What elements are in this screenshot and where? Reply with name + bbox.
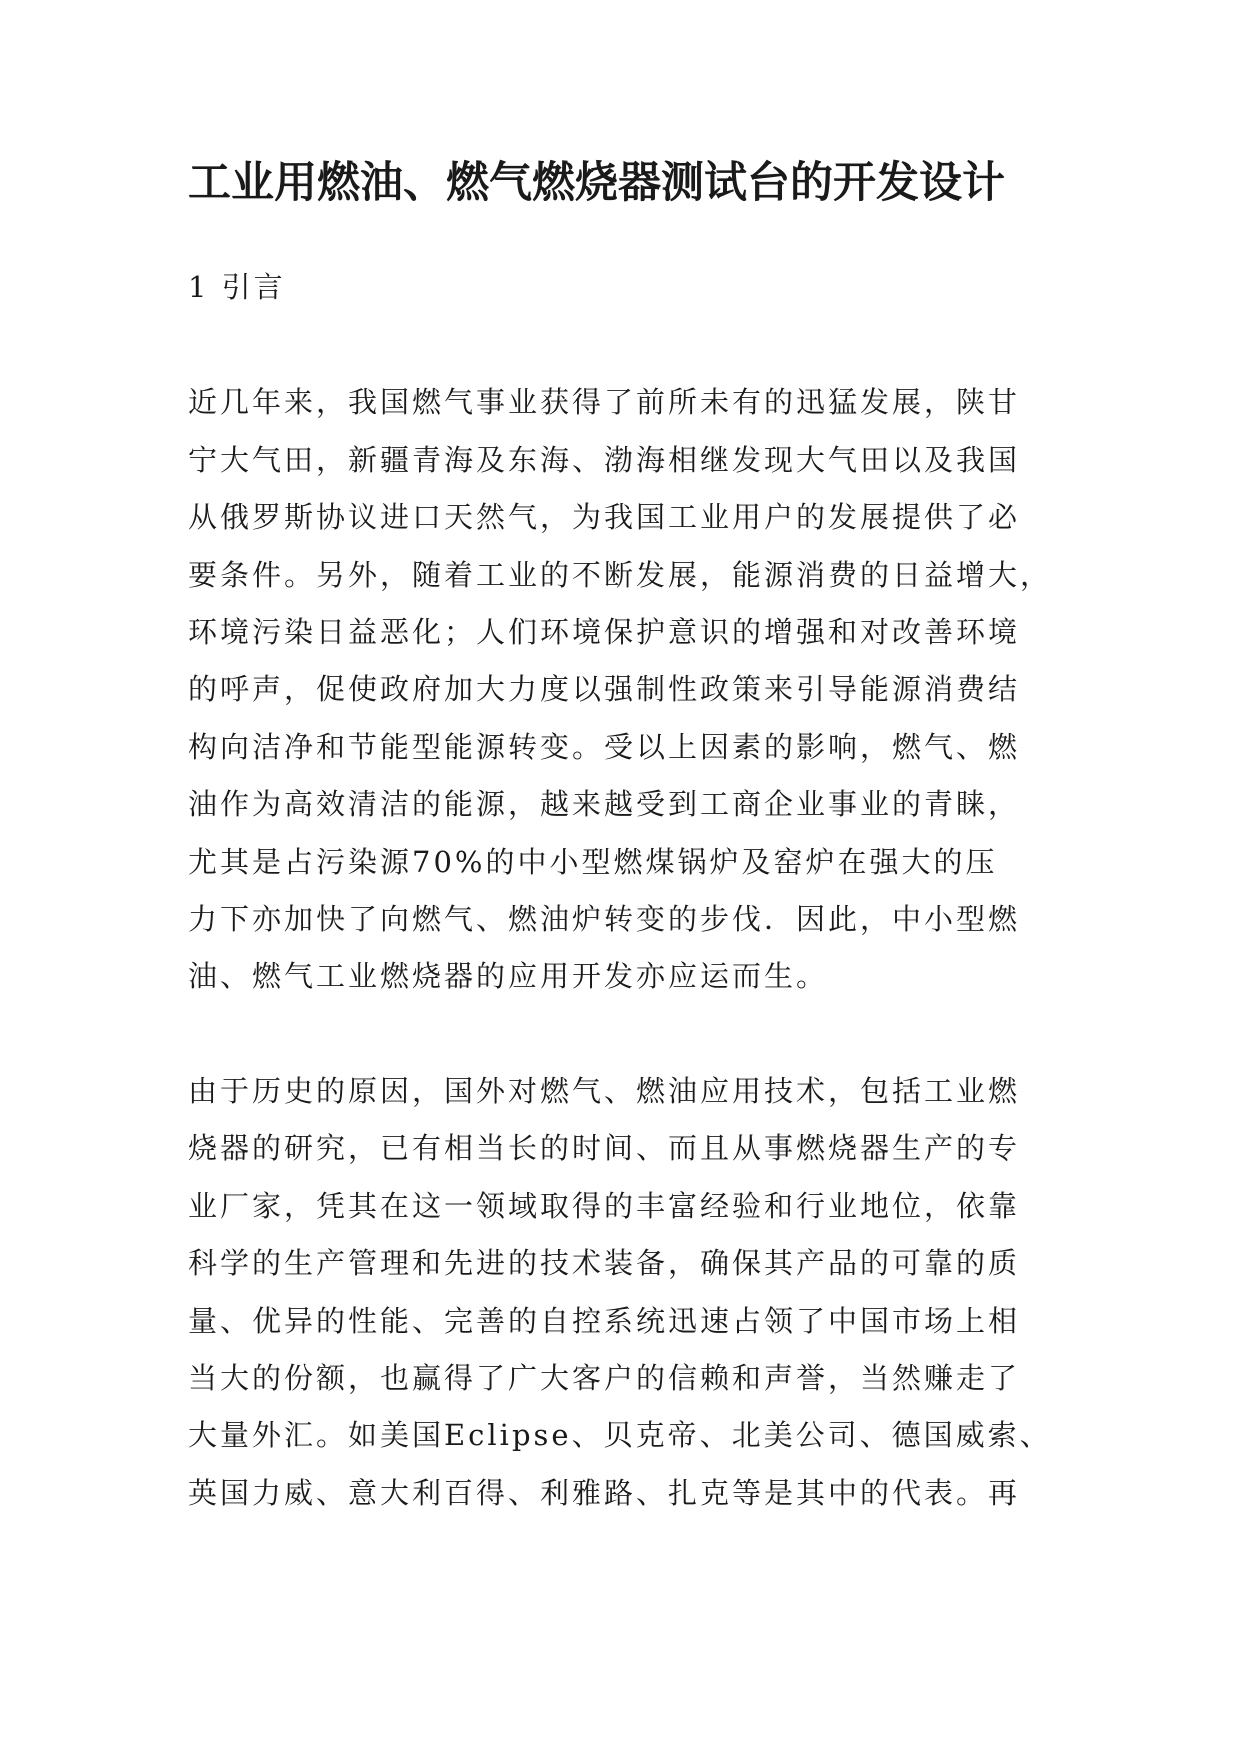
paragraph-line: 油、燃气工业燃烧器的应用开发亦应运而生。 [188,959,829,994]
paragraph-line: 的呼声，促使政府加大力度以强制性政策来引导能源消费结 [188,672,1021,707]
paragraph-line: 烧器的研究，已有相当长的时间、而且从事燃烧器生产的专 [188,1131,1021,1166]
document-body [188,259,1063,1579]
paragraph-line: 油作为高效清洁的能源，越来越受到工商企业事业的青睐， [188,787,1021,822]
paragraph-line: 近几年来，我国燃气事业获得了前所未有的迅猛发展，陕甘 [188,385,1021,420]
paragraph-line: 宁大气田，新疆青海及东海、渤海相继发现大气田以及我国 [188,442,1021,477]
paragraph-line: 英国力威、意大利百得、利雅路、扎克等是其中的代表。再 [188,1475,1021,1510]
paragraph-line: 构向洁净和节能型能源转变。受以上因素的影响，燃气、燃 [188,729,1021,764]
paragraph-line: 科学的生产管理和先进的技术装备，确保其产品的可靠的质 [188,1246,1021,1281]
paragraph-1 [188,374,1063,1005]
paragraph-line: 大量外汇。如美国Eclipse、贝克帝、北美公司、德国威索、 [188,1418,1052,1453]
paragraph-line: 尤其是占污染源70%的中小型燃煤锅炉及窑炉在强大的压 [188,844,998,879]
section-heading: 1 引言 [188,270,286,304]
paragraph-line: 力下亦加快了向燃气、燃油炉转变的步伐．因此，中小型燃 [188,902,1021,937]
paragraph-line: 要条件。另外，随着工业的不断发展，能源消费的日益增大， [188,557,1053,592]
paragraph-line: 业厂家，凭其在这一领域取得的丰富经验和行业地位，依靠 [188,1188,1021,1223]
paragraph-line: 量、优异的性能、完善的自控系统迅速占领了中国市场上相 [188,1303,1021,1338]
paragraph-2 [188,1063,1063,1522]
document-title: 工业用燃油、燃气燃烧器测试台的开发设计 [188,158,1005,208]
paragraph-line: 由于历史的原因，国外对燃气、燃油应用技术，包括工业燃 [188,1073,1021,1108]
paragraph-line: 从俄罗斯协议进口天然气，为我国工业用户的发展提供了必 [188,500,1021,535]
paragraph-line: 当大的份额，也赢得了广大客户的信赖和声誉，当然赚走了 [188,1360,1021,1395]
paragraph-line: 环境污染日益恶化；人们环境保护意识的增强和对改善环境 [188,615,1021,650]
